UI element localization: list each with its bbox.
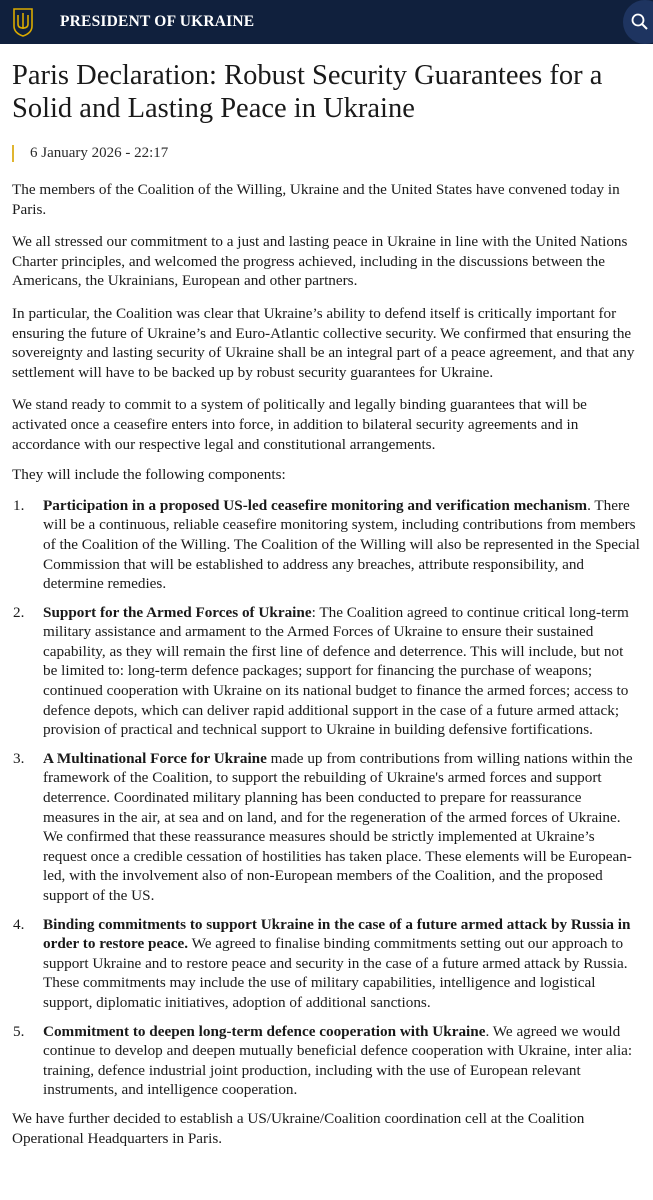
list-item-heading: Binding commitments to support Ukraine in the case of a future armed attack by Russia in order to restore peace. [43, 915, 631, 953]
list-number: 1. [13, 496, 25, 514]
search-button[interactable] [617, 0, 653, 44]
date-accent-bar [12, 145, 14, 162]
list-item-text: . We agreed we would continue to develop and deepen mutually beneficial defence cooperation with Ukraine, inter alia: training, defence industrial joint production, including with the use of European relevant instruments, and intelligence cooperation. [43, 1022, 633, 1099]
components-list [12, 496, 641, 1100]
list-number: 4. [13, 915, 25, 933]
list-item [12, 496, 641, 594]
list-item-heading: Participation in a proposed US-led ceasefire monitoring and verification mechanism [43, 496, 588, 514]
site-header [0, 0, 653, 44]
paragraph: They will include the following components: [12, 466, 286, 484]
list-number: 2. [13, 603, 25, 621]
page-title: Paris Declaration: Robust Security Guarantees for a Solid and Lasting Peace in Ukraine [12, 60, 603, 124]
list-item-heading: Support for the Armed Forces of Ukraine [43, 603, 312, 621]
date-text: 6 January 2026 - 22:17 [30, 145, 169, 161]
paragraph: In particular, the Coalition was clear that Ukraine’s ability to defend itself is critically important for ensuring the future of Ukraine’s and Euro-Atlantic collective security. We confirmed that ensuring the sovereignty and lasting security of Ukraine shall be an integral part of a peace agreement, and that any settlement will have to be backed up by robust security guarantees for Ukraine. [12, 304, 635, 381]
article-date [12, 145, 641, 162]
list-item-heading: Commitment to deepen long-term defence cooperation with Ukraine [43, 1022, 486, 1040]
list-item-text: . There will be a continuous, reliable ceasefire monitoring system, including contributions from members of the Coalition of the Willing. The Coalition of the Willing will also be represented in the Special Commission that will be established to address any breaches, attribute responsibility, and determine remedies. [43, 496, 640, 593]
paragraph: We all stressed our commitment to a just and lasting peace in Ukraine in line with the United Nations Charter principles, and welcomed the progress achieved, including in the discussions between the Americans, the Ukrainians, European and other partners. [12, 233, 628, 290]
list-item-text: We agreed to finalise binding commitments setting out our approach to support Ukraine and to restore peace and security in the case of a future armed attack by Russia. These commitments may include the use of military capabilities, intelligence and logistical support, diplomatic initiatives, adoption of additional sanctions. [43, 935, 628, 1011]
paragraph: The members of the Coalition of the Willing, Ukraine and the United States have convened today in Paris. [12, 181, 620, 218]
trident-emblem-icon[interactable] [12, 7, 34, 37]
list-item-text: made up from contributions from willing nations within the framework of the Coalition, to support the rebuilding of Ukraine's armed forces and support deterrence. Coordinated military planning has been conducted to prepare for reassurance measures in the air, at sea and on land, and for the regeneration of the armed forces of Ukraine. We confirmed that these reassurance measures should be strictly implemented at Ukraine’s request once a credible cessation of hostilities has taken place. These elements will be European-led, with the involvement also of non-European members of the Coalition, and the proposed support of the US. [43, 749, 633, 904]
list-item [12, 749, 641, 906]
list-item-heading: A Multinational Force for Ukraine [43, 749, 267, 767]
list-number: 3. [13, 749, 25, 767]
list-item-text: : The Coalition agreed to continue critical long-term military assistance and armament to the Armed Forces of Ukraine to ensure their sustained capability, as they will remain the first line of defence and deterrence. This will include, but not be limited to: long-term defence packages; support for financing the purchase of weapons; continued cooperation with Ukraine on its national budget to finance the armed forces; access to defence depots, which can deliver rapid additional support in the case of a future armed attack; provision of practical and technical support to Ukraine in building defensive fortifications. [43, 603, 629, 739]
closing-paragraph: We have further decided to establish a US/Ukraine/Coalition coordination cell at the Coalition Operational Headquarters in Paris. [12, 1109, 585, 1147]
list-number: 5. [13, 1022, 25, 1040]
article [0, 59, 653, 1148]
search-icon [631, 13, 649, 31]
list-item [12, 603, 641, 740]
list-item [12, 1022, 641, 1100]
list-item [12, 915, 641, 1013]
paragraph: We stand ready to commit to a system of politically and legally binding guarantees that will be activated once a ceasefire enters into force, in addition to bilateral security agreements and in accordance with our respective legal and constitutional arrangements. [12, 396, 587, 453]
site-title[interactable]: PRESIDENT OF UKRAINE [60, 13, 255, 30]
